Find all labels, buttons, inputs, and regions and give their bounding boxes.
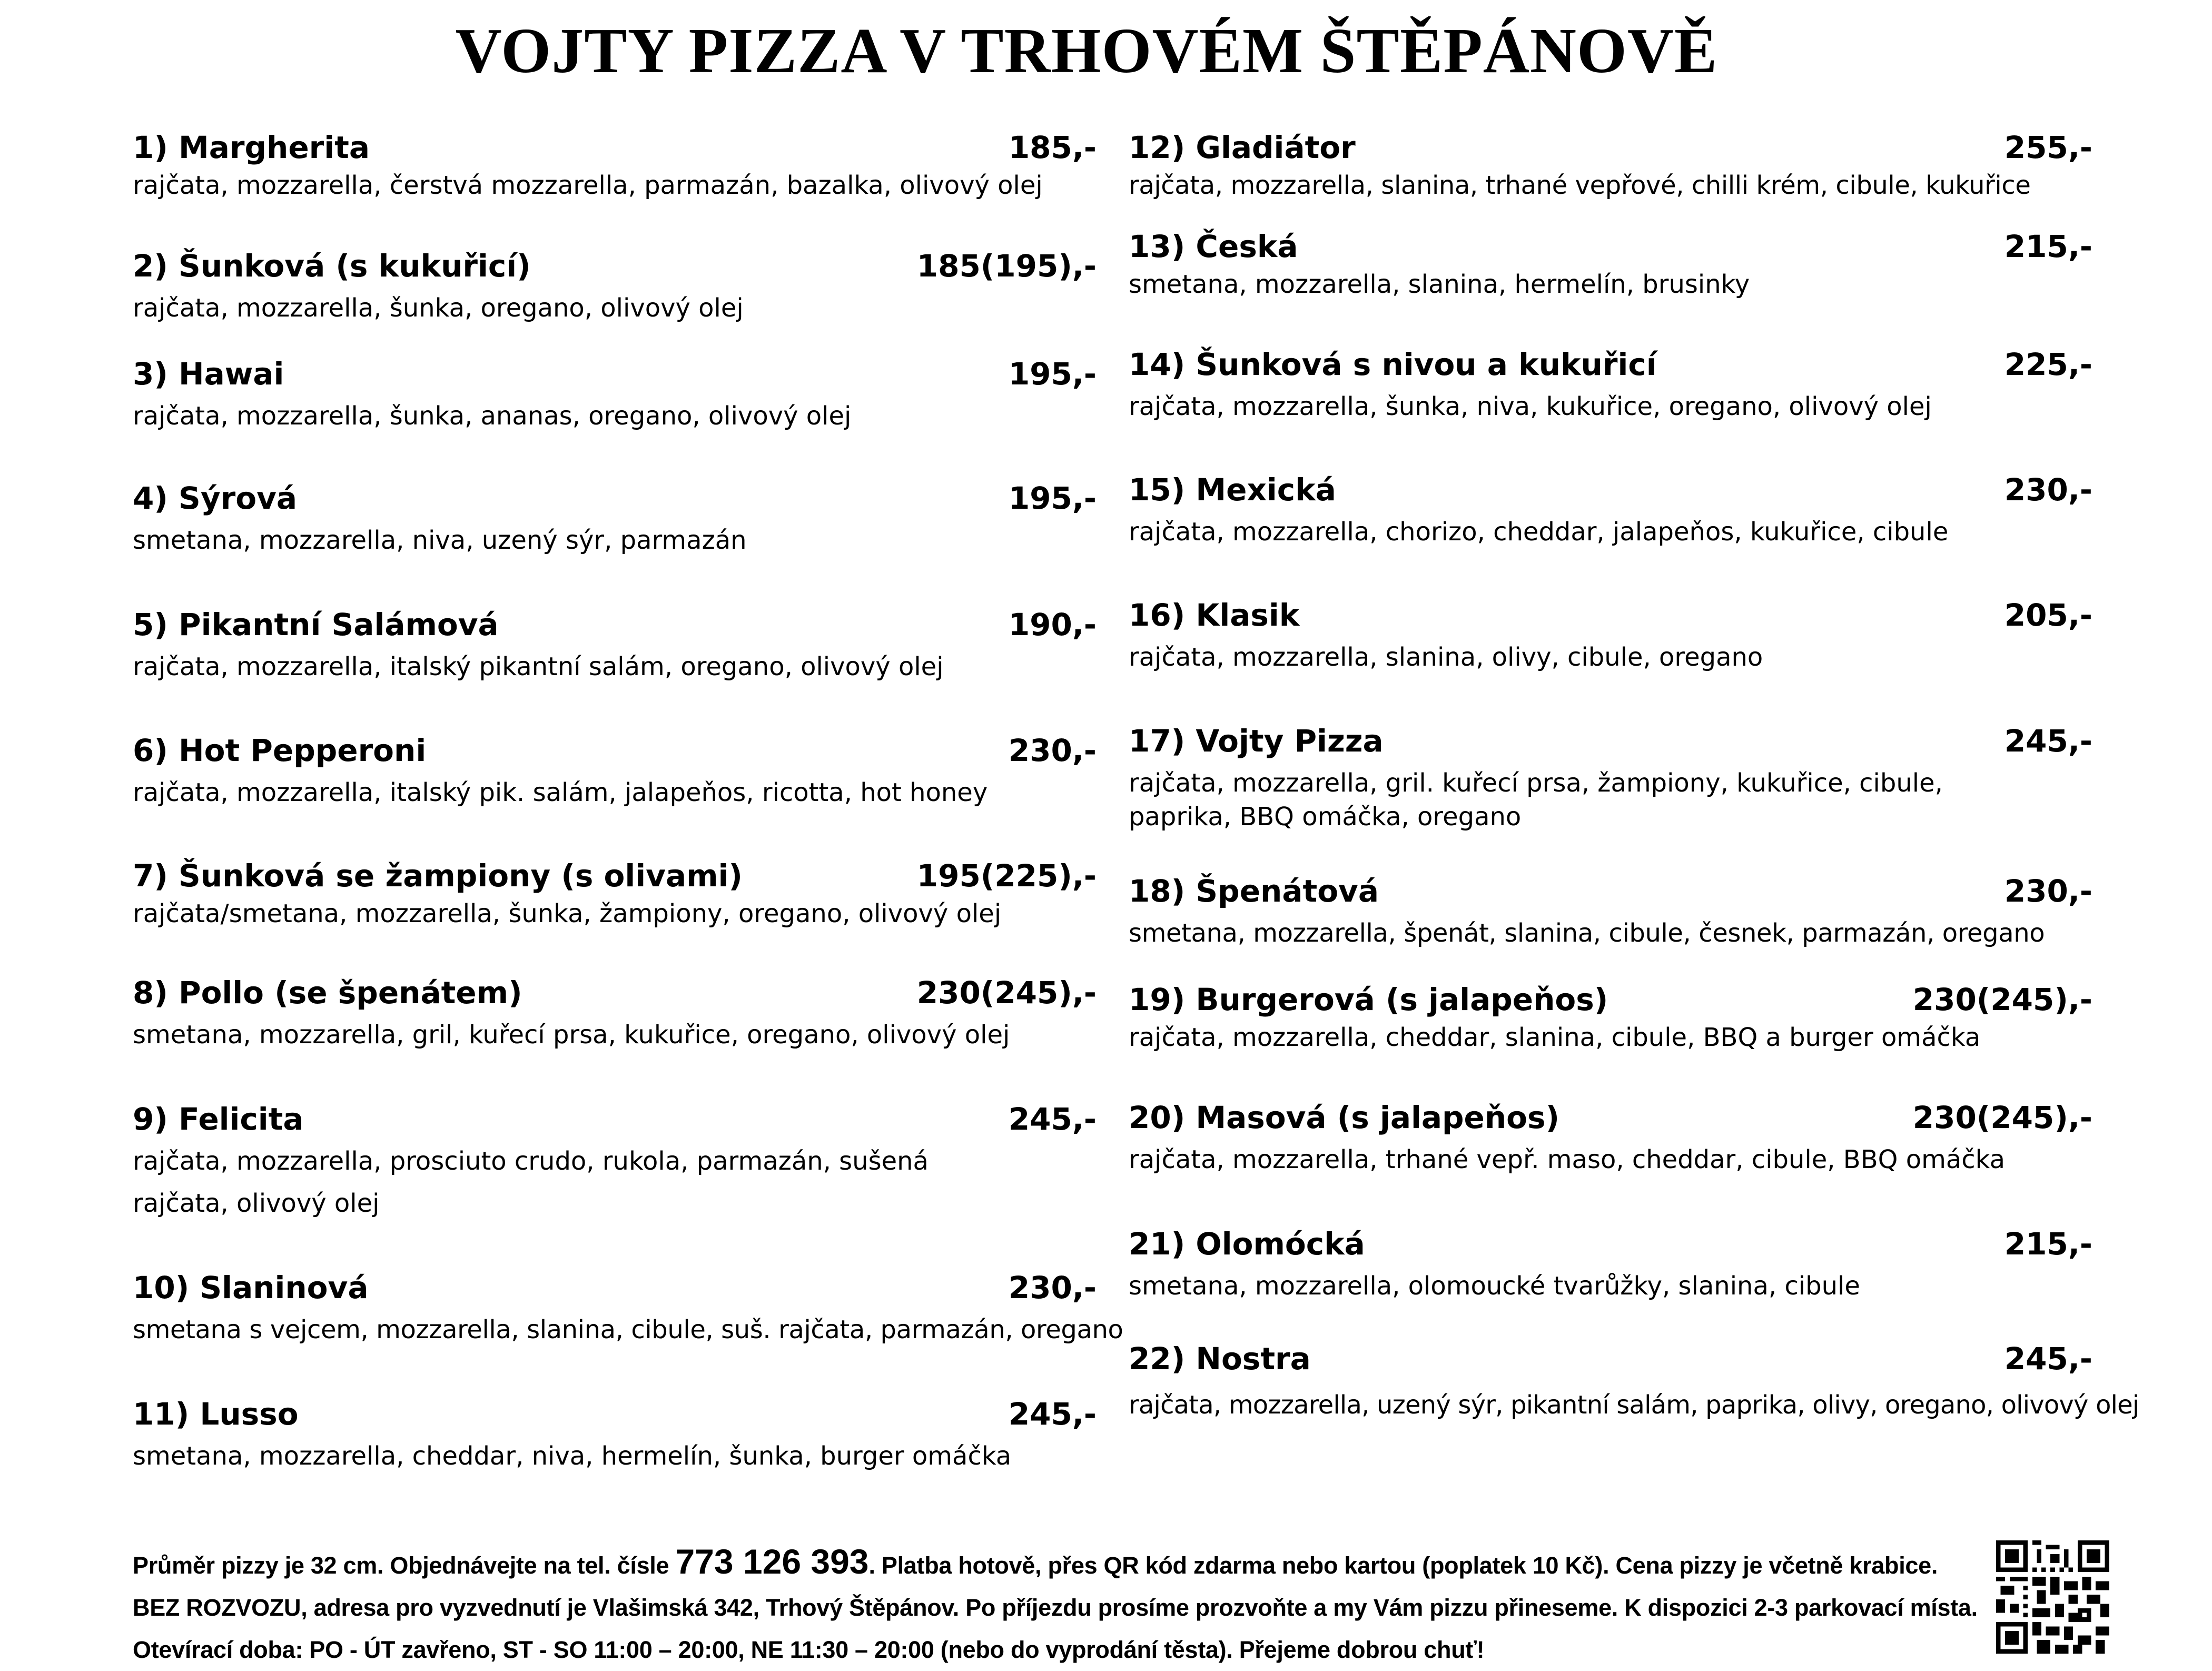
item-name: 15) Mexická [1129,472,1336,508]
footer-line-hours: Otevírací doba: PO - ÚT zavřeno, ST - SO 11:00 – 20:00, NE 11:30 – 20:00 (nebo do vyprodání těsta). Přejeme dobrou chuť! [133,1636,1485,1663]
item-name: 11) Lusso [133,1396,299,1432]
menu-item-12 [1129,126,2092,202]
item-ingredients: rajčata, mozzarella, slanina, olivy, cibule, oregano [1129,642,1763,672]
item-price: 215,- [2004,229,2092,264]
item-name: 22) Nostra [1129,1341,1311,1377]
item-name: 13) Česká [1129,229,1298,264]
item-price: 230(245),- [1912,982,2092,1017]
item-name: 2) Šunková (s kukuřicí) [133,248,531,284]
item-price: 245,- [1008,1396,1097,1432]
item-ingredients: rajčata, mozzarella, italský pik. salám, jalapeňos, ricotta, hot honey [133,778,988,807]
item-price: 195(225),- [916,858,1097,894]
item-price: 245,- [2004,1341,2092,1377]
item-ingredients: rajčata, mozzarella, cheddar, slanina, cibule, BBQ a burger omáčka [1129,1023,1981,1052]
item-price: 245,- [2004,723,2092,759]
item-price: 245,- [1008,1101,1097,1137]
item-ingredients: rajčata, mozzarella, gril. kuřecí prsa, žampiony, kukuřice, cibule, paprika, BBQ omáčka, oregano [1129,768,1943,832]
item-ingredients: rajčata, mozzarella, šunka, niva, kukuřice, oregano, olivový olej [1129,392,1932,421]
menu-item-22 [1129,1338,2139,1426]
item-name: 7) Šunková se žampiony (s olivami) [133,858,743,894]
menu-item-3 [133,353,1097,437]
phone-number[interactable]: 773 126 393 [675,1542,869,1581]
item-ingredients: rajčata, mozzarella, chorizo, cheddar, jalapeňos, kukuřice, cibule [1129,517,1949,547]
item-price: 185,- [1008,130,1097,165]
item-price: 230(245),- [1912,1100,2092,1135]
item-price: 215,- [2004,1226,2092,1262]
item-name: 4) Sýrová [133,480,298,516]
menu-item-10 [133,1267,1123,1351]
menu-item-1 [133,126,1097,202]
item-name: 5) Pikantní Salámová [133,607,499,642]
item-name: 16) Klasik [1129,597,1300,633]
menu-item-20 [1129,1096,2092,1181]
menu-item-18 [1129,870,2092,954]
item-price: 230,- [1008,733,1097,768]
item-price: 230,- [2004,472,2092,508]
item-name: 19) Burgerová (s jalapeňos) [1129,982,1608,1017]
item-ingredients: rajčata, mozzarella, italský pikantní salám, oregano, olivový olej [133,652,944,681]
menu-item-8 [133,972,1097,1056]
item-name: 17) Vojty Pizza [1129,723,1384,759]
item-ingredients: smetana, mozzarella, gril, kuřecí prsa, kukuřice, oregano, olivový olej [133,1020,1010,1050]
item-ingredients: smetana, mozzarella, niva, uzený sýr, parmazán [133,526,747,555]
item-name: 21) Olomócká [1129,1226,1365,1262]
menu-item-16 [1129,594,2092,678]
item-price: 185(195),- [916,248,1097,284]
item-name: 12) Gladiátor [1129,130,1356,165]
item-ingredients: smetana s vejcem, mozzarella, slanina, cibule, suš. rajčata, parmazán, oregano [133,1315,1123,1344]
item-ingredients: rajčata, mozzarella, čerstvá mozzarella, parmazán, bazalka, olivový olej [133,171,1043,200]
footer-line-order [133,1540,1950,1587]
item-price: 190,- [1008,607,1097,642]
item-ingredients: rajčata, mozzarella, slanina, trhané vepřové, chilli krém, cibule, kukuřice [1129,171,2031,200]
item-price: 195,- [1008,356,1097,392]
item-ingredients: rajčata, mozzarella, prosciuto crudo, rukola, parmazán, sušená rajčata, olivový olej [133,1146,929,1218]
item-name: 10) Slaninová [133,1270,369,1306]
item-ingredients: rajčata, mozzarella, trhané vepř. maso, cheddar, cibule, BBQ omáčka [1129,1145,2005,1174]
item-name: 20) Masová (s jalapeňos) [1129,1100,1560,1135]
footer-info [133,1540,1978,1671]
item-price: 225,- [2004,347,2092,382]
menu-item-15 [1129,469,2092,553]
footer-text: . Platba hotově, přes QR kód zdarma nebo kartou (poplatek 10 Kč). Cena pizzy je včetně krabice. [868,1552,1938,1579]
item-name: 9) Felicita [133,1101,304,1137]
menu-item-2 [133,245,1097,329]
menu-item-9 [133,1098,1097,1224]
item-price: 230(245),- [916,975,1097,1011]
item-ingredients: smetana, mozzarella, cheddar, niva, hermelín, šunka, burger omáčka [133,1441,1012,1471]
menu-title: VOJTY PIZZA V TRHOVÉM ŠTĚPÁNOVĚ [455,15,1718,86]
item-ingredients: rajčata, mozzarella, šunka, oregano, olivový olej [133,293,744,323]
item-ingredients: rajčata, mozzarella, uzený sýr, pikantní salám, paprika, olivy, oregano, olivový olej [1129,1390,2139,1420]
item-ingredients: smetana, mozzarella, špenát, slanina, cibule, česnek, parmazán, oregano [1129,918,2045,948]
menu-item-6 [133,729,1097,814]
item-ingredients: rajčata/smetana, mozzarella, šunka, žampiony, oregano, olivový olej [133,899,1002,928]
qr-code-icon [1996,1540,2109,1654]
footer-line-pickup: BEZ ROZVOZU, adresa pro vyzvednutí je Vlašimská 342, Trhový Štěpánov. Po příjezdu prosíme prozvoňte a my Vám pizzu přineseme. K dispozici 2-3 parkovací místa. [133,1594,1978,1621]
item-name: 6) Hot Pepperoni [133,733,427,768]
item-price: 230,- [2004,873,2092,909]
item-price: 255,- [2004,130,2092,165]
menu-item-5 [133,604,1097,688]
item-price: 195,- [1008,480,1097,516]
footer-text: Průměr pizzy je 32 cm. Objednávejte na tel. čísle [133,1552,676,1579]
menu-item-13 [1129,225,2092,301]
item-ingredients: smetana, mozzarella, slanina, hermelín, brusinky [1129,270,1750,299]
item-price: 230,- [1008,1270,1097,1306]
item-ingredients: rajčata, mozzarella, šunka, ananas, oregano, olivový olej [133,401,852,431]
item-price: 205,- [2004,597,2092,633]
menu-item-21 [1129,1223,2092,1307]
item-name: 3) Hawai [133,356,284,392]
item-ingredients: smetana, mozzarella, olomoucké tvarůžky, slanina, cibule [1129,1271,1860,1301]
item-name: 8) Pollo (se špenátem) [133,975,522,1011]
item-name: 1) Margherita [133,130,370,165]
item-name: 18) Špenátová [1129,873,1379,909]
menu-item-11 [133,1393,1097,1477]
item-name: 14) Šunková s nivou a kukuřicí [1129,347,1657,382]
menu-item-19 [1129,978,2092,1054]
menu-item-4 [133,477,1097,561]
menu-item-7 [133,855,1097,931]
menu-item-14 [1129,343,2092,428]
menu-item-17 [1129,720,2092,834]
